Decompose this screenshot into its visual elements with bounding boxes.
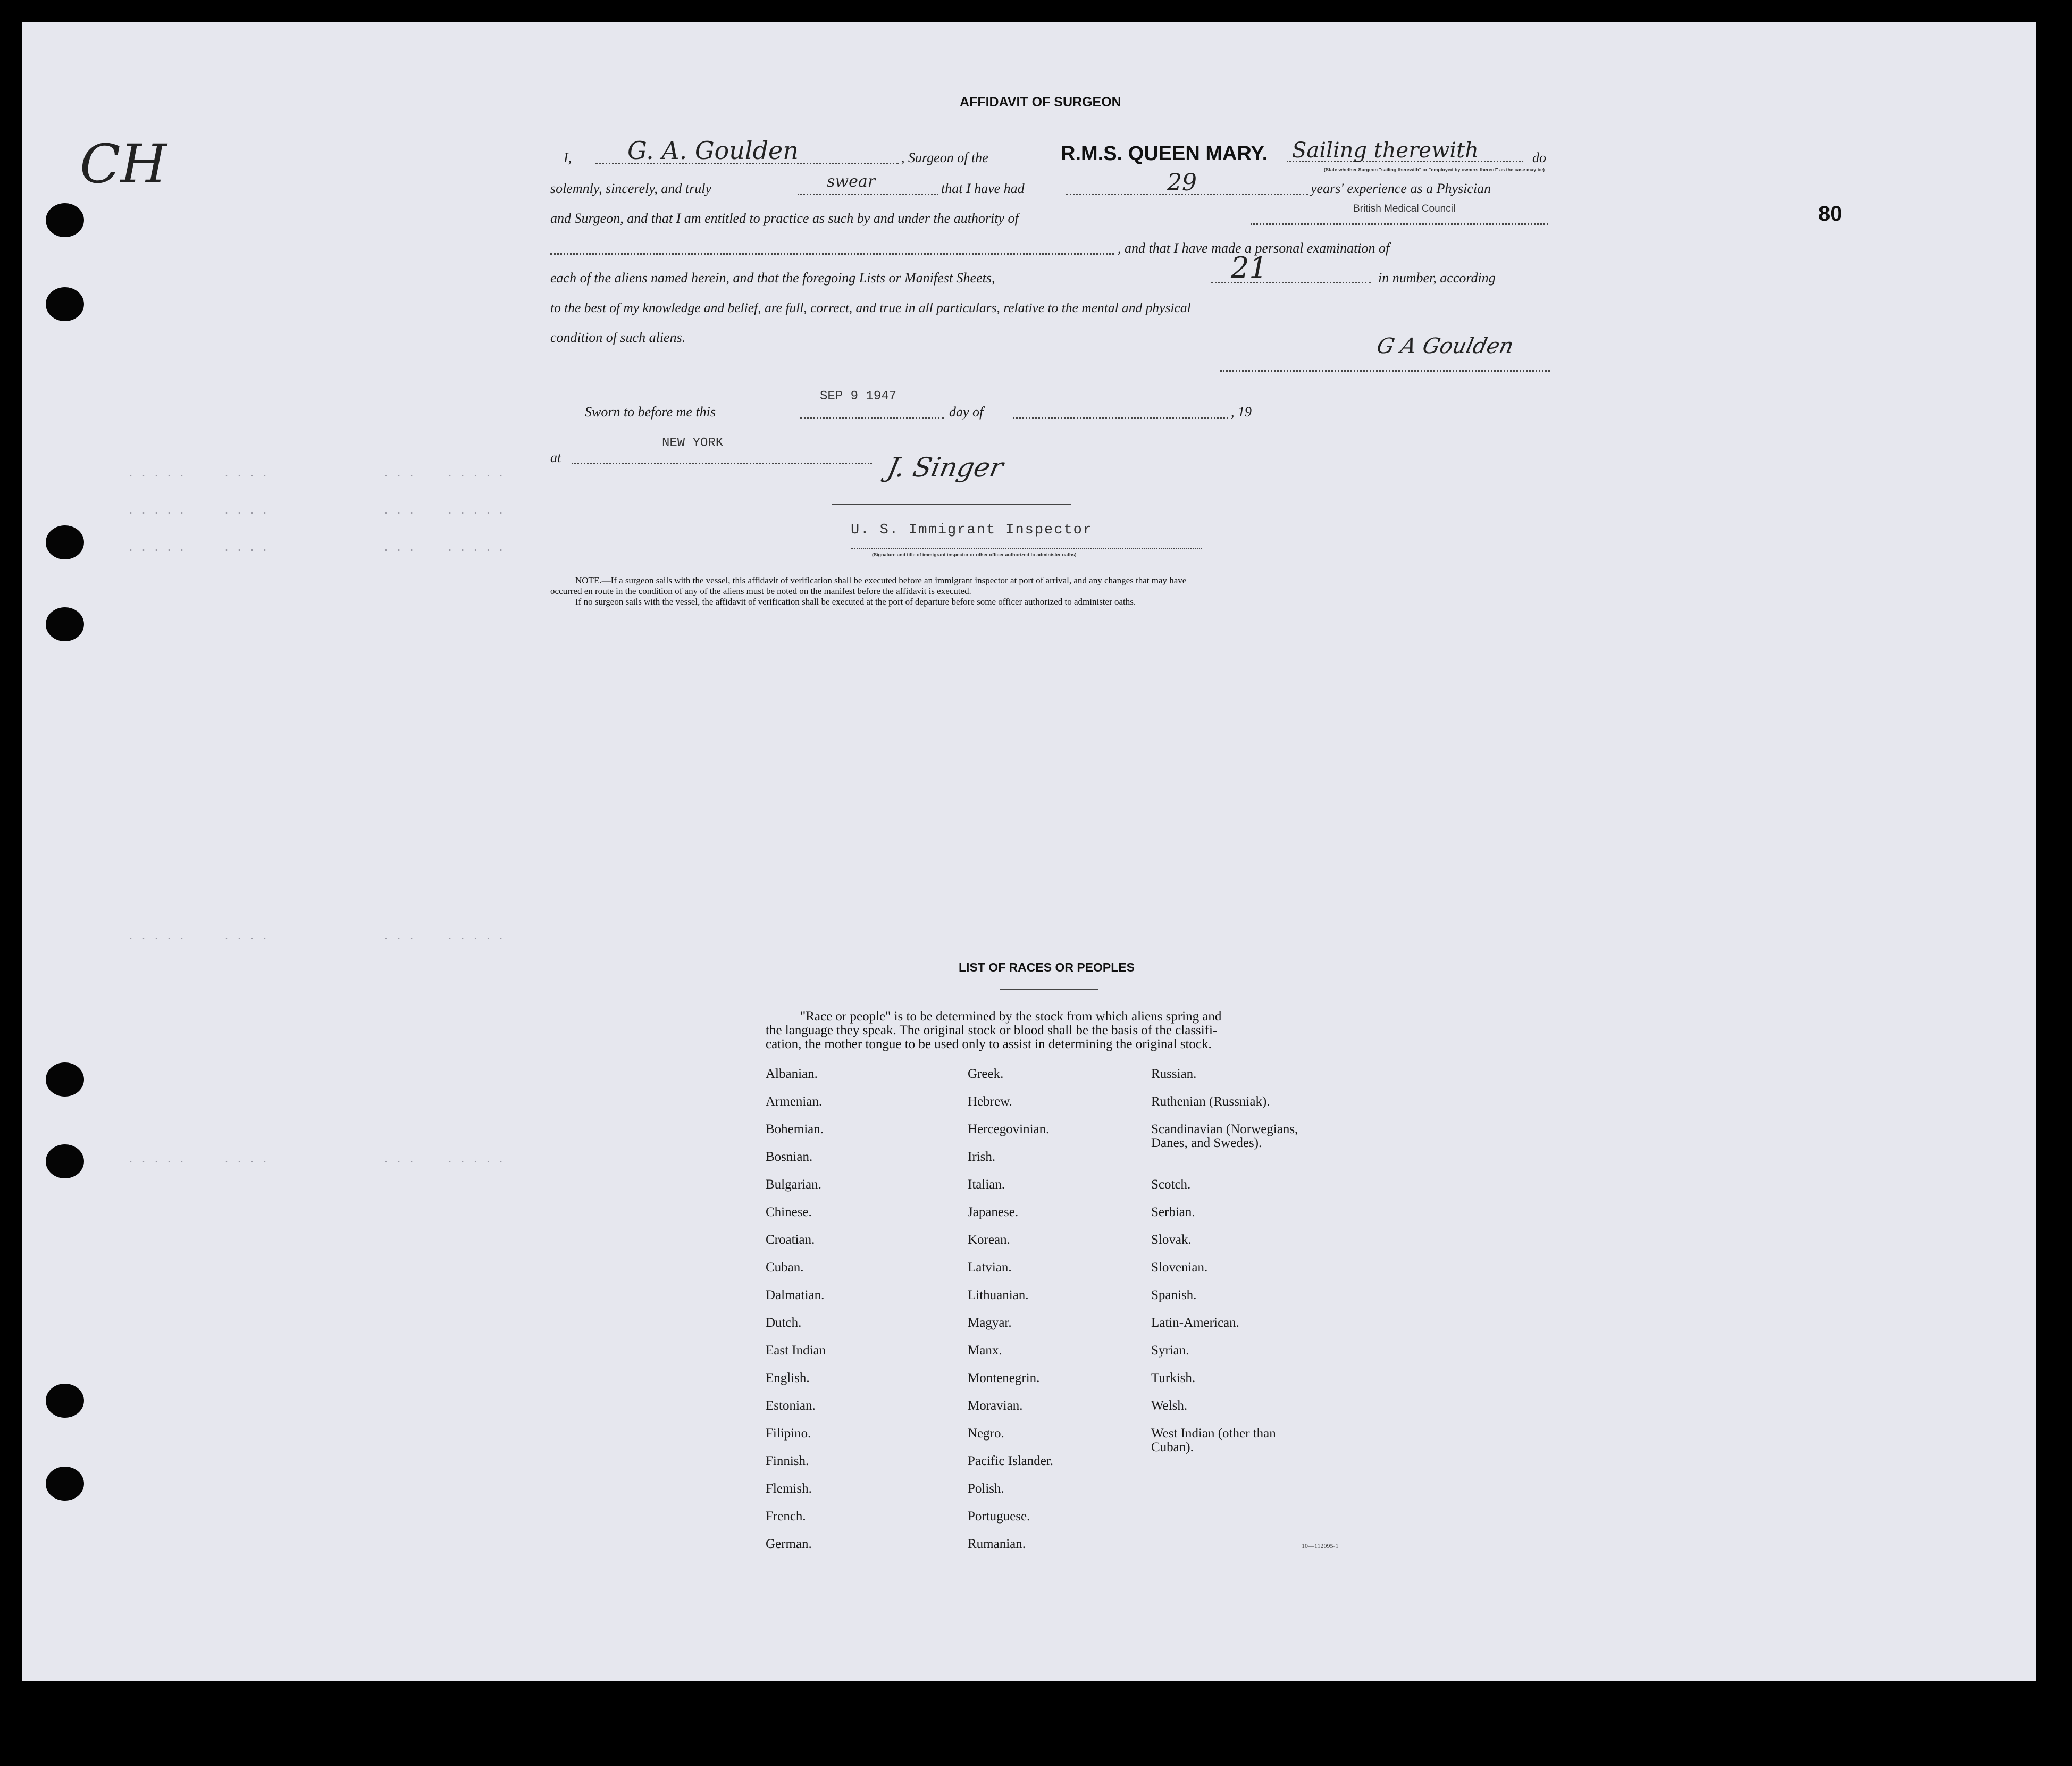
line2-end: years' experience as a Physician [1311,181,1491,196]
race-item: Danes, and Swedes). [1151,1136,1262,1150]
line6: to the best of my knowledge and belief, are full, correct, and true in all particulars, relative to the mental and physical [550,300,1191,315]
bleed-through: . . . . . . . . . . . . . . . . . [128,505,505,517]
race-item: Bulgarian. [766,1177,821,1192]
sworn-at: at [550,450,561,465]
surgeon-signature: G A Goulden [1374,334,1516,358]
line4-end: , and that I have made a personal examination of [1118,240,1390,256]
authority-value: British Medical Council [1353,203,1456,214]
race-item: Polish. [968,1482,1004,1496]
races-title: LIST OF RACES OR PEOPLES [959,960,1135,974]
race-item: Cuban). [1151,1440,1194,1454]
races-intro-1: "Race or people" is to be determined by the stock from which aliens spring and [800,1009,1222,1024]
inspector-caption-line [851,548,1202,549]
race-item: Lithuanian. [968,1288,1029,1302]
line1-end: do [1532,150,1546,165]
race-item: Filipino. [766,1426,811,1441]
race-item: Negro. [968,1426,1004,1441]
margin-mark: CH [80,133,167,195]
race-item: French. [766,1509,806,1524]
race-item: Albanian. [766,1067,818,1081]
signature-dotline [1220,370,1550,372]
line5-end: in number, according [1378,270,1496,286]
oath-dotline [798,194,938,195]
inspector-signature: J. Singer [884,452,1006,483]
page-number: 80 [1818,202,1842,225]
race-item: Finnish. [766,1454,809,1468]
race-item: Bohemian. [766,1122,824,1136]
race-item: Portuguese. [968,1509,1030,1524]
note-line2: occurred en route in the condition of any of the aliens must be noted on the manifest before the affidavit is executed. [550,586,971,596]
line5-pre: each of the aliens named herein, and that the foregoing Lists or Manifest Sheets, [550,270,995,286]
race-item: Flemish. [766,1482,812,1496]
ship-name: R.M.S. QUEEN MARY. [1061,143,1268,165]
status-note: (State whether Surgeon "sailing therewith" or "employed by owners thereof" as the case may be) [1324,167,1545,172]
race-item: Moravian. [968,1399,1023,1413]
binder-hole [46,525,84,559]
note-line3: If no surgeon sails with the vessel, the affidavit of verification shall be executed at the port of departure before some officer authorized to administer oaths. [575,597,1136,607]
bleed-through: . . . . . . . . . . . . . . . . . [128,1154,505,1166]
race-item: Korean. [968,1233,1010,1247]
sworn-pre: Sworn to before me this [585,404,716,420]
line2-mid: that I have had [941,181,1025,196]
race-item: Pacific Islander. [968,1454,1054,1468]
race-item: Scotch. [1151,1177,1191,1192]
race-item: Italian. [968,1177,1005,1192]
race-item: Welsh. [1151,1399,1188,1413]
race-item: Cuban. [766,1260,804,1275]
race-item: Japanese. [968,1205,1019,1219]
inspector-line [832,504,1071,505]
binder-hole [46,287,84,321]
form-code: 10—112095-1 [1302,1542,1339,1550]
oath-word: swear [827,172,876,191]
binder-hole [46,1467,84,1501]
inspector-caption: (Signature and title of immigrant inspector or other officer authorized to administer oaths) [872,552,1077,557]
race-item: Montenegrin. [968,1371,1040,1385]
races-intro-2: the language they speak. The original stock or blood shall be the basis of the classifi- [766,1023,1218,1037]
race-item: Manx. [968,1343,1002,1358]
binder-hole [46,203,84,237]
binder-hole [46,607,84,641]
race-item: Armenian. [766,1094,823,1109]
sworn-date-stamp: SEP 9 1947 [820,389,897,404]
race-item: Spanish. [1151,1288,1197,1302]
note-line1: NOTE.—If a surgeon sails with the vessel, this affidavit of verification shall be executed before an immigrant inspector at port of arrival, and any changes that may have [575,575,1187,585]
binder-hole [46,1144,84,1178]
bleed-through: . . . . . . . . . . . . . . . . . [128,931,505,943]
binder-hole [46,1062,84,1097]
sworn-place-dotline [572,463,872,464]
race-item: Hercegovinian. [968,1122,1050,1136]
surgeon-name: G. A. Goulden [627,136,799,165]
race-item: Bosnian. [766,1150,813,1164]
bleed-through: . . . . . . . . . . . . . . . . . [128,542,505,555]
affidavit-title: AFFIDAVIT OF SURGEON [960,95,1121,110]
race-item: German. [766,1537,812,1551]
race-item: Serbian. [1151,1205,1195,1219]
sworn-mid: day of [949,404,984,420]
race-item: Ruthenian (Russniak). [1151,1094,1270,1109]
race-item: Syrian. [1151,1343,1189,1358]
inspector-title: U. S. Immigrant Inspector [851,522,1093,538]
race-item: Hebrew. [968,1094,1012,1109]
race-item: Magyar. [968,1316,1012,1330]
authority-dotline-2 [550,253,1114,255]
race-item: West Indian (other than [1151,1426,1276,1441]
years-value: 29 [1167,169,1197,196]
race-item: Croatian. [766,1233,815,1247]
sworn-place: NEW YORK [662,436,724,450]
race-item: Chinese. [766,1205,812,1219]
races-title-rule [1000,989,1098,990]
binder-hole [46,1384,84,1418]
line1-pre: I, [564,150,572,165]
race-item: Scandinavian (Norwegians, [1151,1122,1298,1136]
bleed-through: . . . . . . . . . . . . . . . . . [128,468,505,480]
race-item: Irish. [968,1150,996,1164]
race-item: Turkish. [1151,1371,1196,1385]
race-item: Rumanian. [968,1537,1026,1551]
race-item: Russian. [1151,1067,1197,1081]
sheets-value: 21 [1231,251,1268,284]
race-item: Estonian. [766,1399,816,1413]
race-item: Dutch. [766,1316,802,1330]
race-item: Greek. [968,1067,1004,1081]
sworn-month-dotline [1013,417,1228,419]
line7: condition of such aliens. [550,330,686,345]
sworn-date-dotline [800,417,944,419]
authority-dotline [1251,223,1548,225]
sworn-year: , 19 [1231,404,1252,420]
races-intro-3: cation, the mother tongue to be used only to assist in determining the original stock. [766,1037,1212,1051]
race-item: Latin-American. [1151,1316,1239,1330]
line2-pre: solemnly, sincerely, and truly [550,181,712,196]
line1-mid: , Surgeon of the [901,150,988,165]
race-item: English. [766,1371,810,1385]
race-item: Latvian. [968,1260,1012,1275]
line3-pre: and Surgeon, and that I am entitled to practice as such by and under the authority of [550,211,1019,226]
race-item: Dalmatian. [766,1288,825,1302]
sailing-status: Sailing therewith [1292,138,1479,163]
document-page [22,22,2036,1681]
race-item: Slovenian. [1151,1260,1208,1275]
race-item: East Indian [766,1343,826,1358]
race-item: Slovak. [1151,1233,1192,1247]
